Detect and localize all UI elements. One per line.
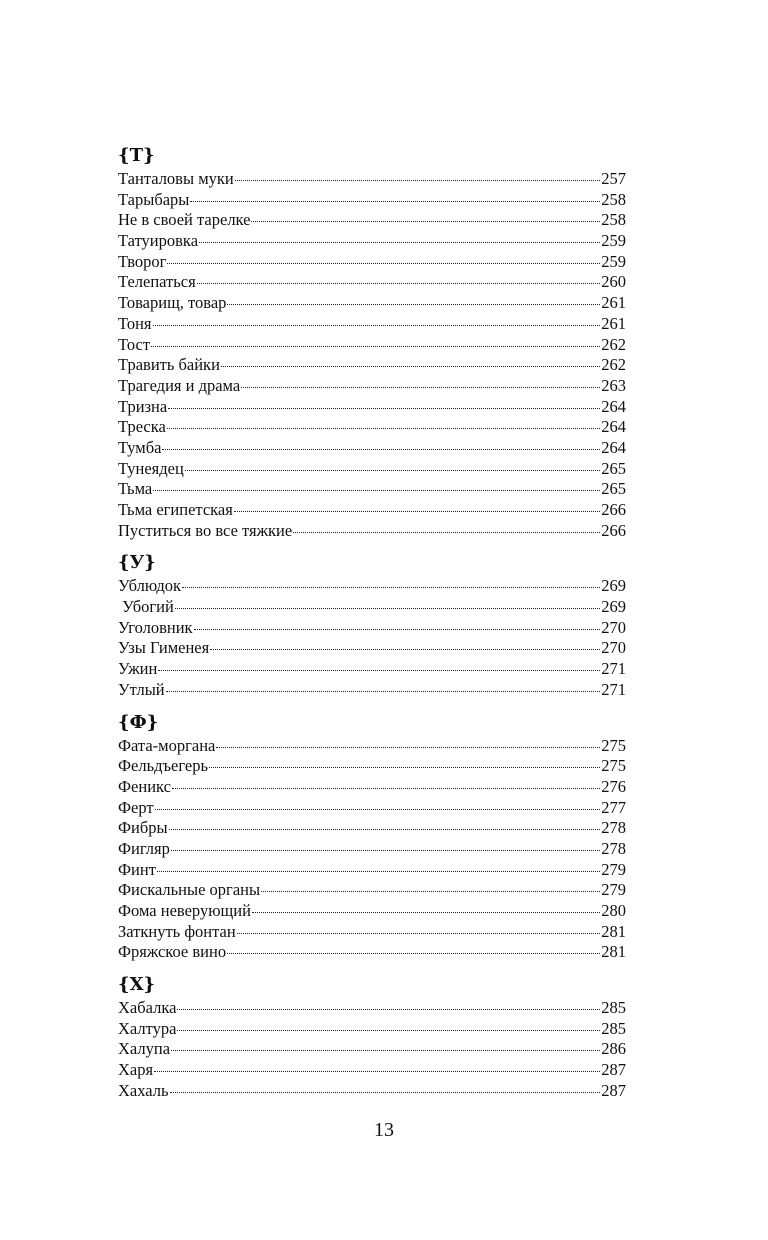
entry-title: Фельдъегерь [118,756,209,776]
dot-leader [158,669,600,671]
dot-leader [293,531,600,533]
entry-title: Утлый [118,679,165,699]
dot-leader [154,1070,600,1072]
entry-title: Тризна [118,396,168,416]
dot-leader [234,510,600,512]
entry-title: Тумба [118,437,162,457]
toc-entry[interactable] [118,839,626,860]
entry-title: Фискальные органы [118,880,261,900]
entry-page-number: 269 [601,597,626,617]
entry-page-number: 262 [601,334,626,354]
entry-page-number: 265 [601,479,626,499]
dot-leader [167,427,600,429]
toc-entry[interactable] [118,922,626,943]
entry-page-number: 277 [601,797,626,817]
entry-page-number: 263 [601,375,626,395]
entry-title: Треска [118,417,166,437]
dot-leader [216,746,600,748]
entry-page-number: 262 [601,355,626,375]
toc-entry[interactable] [118,355,626,376]
dot-leader [153,324,601,326]
toc-entry[interactable] [118,459,626,480]
toc-entry[interactable] [118,597,626,618]
entry-page-number: 269 [601,576,626,596]
toc-entry[interactable] [118,659,626,680]
entry-title: Хабалка [118,998,177,1018]
toc-entry[interactable] [118,272,626,293]
toc-entry[interactable] [118,942,626,963]
entry-title: Ужин [118,659,158,679]
entry-page-number: 259 [601,231,626,251]
toc-entry[interactable] [118,293,626,314]
entry-page-number: 280 [601,901,626,920]
dot-leader [241,386,600,388]
entry-title: Убогий [118,597,174,617]
toc-entry[interactable] [118,521,626,542]
entry-title: Фигляр [118,838,170,858]
toc-entry[interactable] [118,169,626,190]
toc-entry[interactable] [118,901,626,922]
entry-page-number: 266 [601,520,626,540]
entry-page-number: 279 [601,880,626,900]
entry-page-number: 286 [601,1039,626,1059]
dot-leader [170,1091,601,1093]
dot-leader [221,365,600,367]
dot-leader [168,407,600,409]
toc-entry[interactable] [118,618,626,639]
entry-page-number: 281 [601,942,626,962]
dot-leader [172,787,600,789]
table-of-contents [118,143,626,1102]
entry-title: Фибры [118,818,168,838]
entry-title: Не в своей тарелке [118,210,251,230]
dot-leader [199,241,600,243]
toc-entry[interactable] [118,376,626,397]
dot-leader [157,870,600,872]
dot-leader [171,1049,600,1051]
dot-leader [197,282,601,284]
entry-title: Хахаль [118,1080,169,1100]
dot-leader [153,489,600,491]
entry-page-number: 275 [601,756,626,776]
entry-title: Харя [118,1060,154,1080]
entry-title: Уголовник [118,617,193,637]
dot-leader [252,911,600,913]
dot-leader [194,628,601,630]
entry-title: Халупа [118,1039,171,1059]
toc-entry[interactable] [118,860,626,881]
entry-page-number: 264 [601,437,626,457]
section-heading-kh: {Х} [118,974,156,996]
entry-page-number: 259 [601,251,626,271]
entry-page-number: 279 [601,859,626,879]
entry-title: Фата-моргана [118,735,216,755]
toc-section-u [118,550,626,700]
toc-entry[interactable] [118,314,626,335]
toc-entry[interactable] [118,479,626,500]
entry-page-number: 258 [601,210,626,230]
entry-page-number: 265 [601,458,626,478]
dot-leader [227,303,600,305]
entry-title: Травить байки [118,355,220,375]
toc-entry[interactable] [118,1060,626,1081]
entry-title: Телепаться [118,272,196,292]
entry-title: Тост [118,334,151,354]
entry-title: Фома неверующий [118,901,251,920]
entry-title: Ублюдок [118,576,182,596]
toc-entry[interactable] [118,190,626,211]
toc-entry[interactable] [118,998,626,1019]
dot-leader [177,1029,600,1031]
section-heading-u: {У} [118,552,156,574]
entry-page-number: 278 [601,818,626,838]
toc-entry[interactable] [118,231,626,252]
dot-leader [175,607,600,609]
toc-entry[interactable] [118,500,626,521]
dot-leader [210,648,600,650]
entry-page-number: 270 [601,638,626,658]
entry-title: Тарыбары [118,189,190,209]
entry-title: Товарищ, товар [118,293,227,313]
dot-leader [237,932,601,934]
dot-leader [177,1008,600,1010]
entry-page-number: 276 [601,776,626,796]
toc-entry[interactable] [118,417,626,438]
dot-leader [235,179,601,181]
entry-page-number: 271 [601,679,626,699]
dot-leader [182,586,600,588]
toc-entry[interactable] [118,736,626,757]
toc-entry[interactable] [118,335,626,356]
entry-page-number: 271 [601,659,626,679]
entry-title: Тьма [118,479,153,499]
entry-title: Пуститься во все тяжкие [118,520,293,540]
entry-title: Татуировка [118,231,199,251]
entry-page-number: 285 [601,998,626,1018]
section-heading-t: {Т} [118,145,155,166]
toc-section-kh [118,972,626,1101]
page-number: 13 [374,1119,394,1141]
entry-title: Феникс [118,776,171,796]
toc-entry[interactable] [118,880,626,901]
toc-entry[interactable] [118,397,626,418]
dot-leader [261,890,600,892]
entry-page-number: 260 [601,272,626,292]
entry-title: Тоня [118,313,152,333]
dot-leader [151,345,600,347]
entry-title: Халтура [118,1018,177,1038]
entry-title: Тьма египетская [118,500,233,519]
section-heading-f: {Ф} [118,711,159,733]
entry-title: Танталовы муки [118,169,234,188]
dot-leader [166,690,601,692]
entry-page-number: 287 [601,1060,626,1080]
entry-page-number: 261 [601,293,626,313]
toc-entry[interactable] [118,777,626,798]
toc-entry[interactable] [118,576,626,597]
dot-leader [155,808,601,810]
dot-leader [167,262,600,264]
toc-entry[interactable] [118,1019,626,1040]
entry-title: Фряжское вино [118,942,227,962]
toc-entry[interactable] [118,1039,626,1060]
entry-page-number: 264 [601,396,626,416]
dot-leader [171,849,600,851]
toc-entry[interactable] [118,638,626,659]
entry-page-number: 275 [601,735,626,755]
entry-page-number: 285 [601,1018,626,1038]
dot-leader [169,828,601,830]
toc-entry[interactable] [118,756,626,777]
toc-entry[interactable] [118,210,626,231]
entry-page-number: 270 [601,617,626,637]
toc-section-f [118,710,626,964]
dot-leader [190,200,600,202]
toc-section-t [118,143,626,541]
toc-entry[interactable] [118,252,626,273]
entry-page-number: 258 [601,189,626,209]
dot-leader [227,952,600,954]
entry-title: Трагедия и драма [118,375,241,395]
toc-entry[interactable] [118,818,626,839]
dot-leader [185,469,600,471]
dot-leader [162,448,600,450]
entry-title: Тунеядец [118,458,184,478]
entry-page-number: 266 [601,500,626,519]
entry-page-number: 281 [601,921,626,941]
toc-entry[interactable] [118,1081,626,1102]
entry-page-number: 264 [601,417,626,437]
dot-leader [209,766,600,768]
entry-title: Узы Гименея [118,638,210,658]
entry-page-number: 287 [601,1080,626,1100]
entry-title: Заткнуть фонтан [118,921,236,941]
dot-leader [251,220,600,222]
toc-entry[interactable] [118,798,626,819]
entry-page-number: 261 [601,313,626,333]
entry-title: Творог [118,251,167,271]
entry-title: Финт [118,859,156,879]
entry-title: Ферт [118,797,154,817]
toc-entry[interactable] [118,438,626,459]
entry-page-number: 278 [601,838,626,858]
entry-page-number: 257 [601,169,626,188]
toc-entry[interactable] [118,680,626,701]
